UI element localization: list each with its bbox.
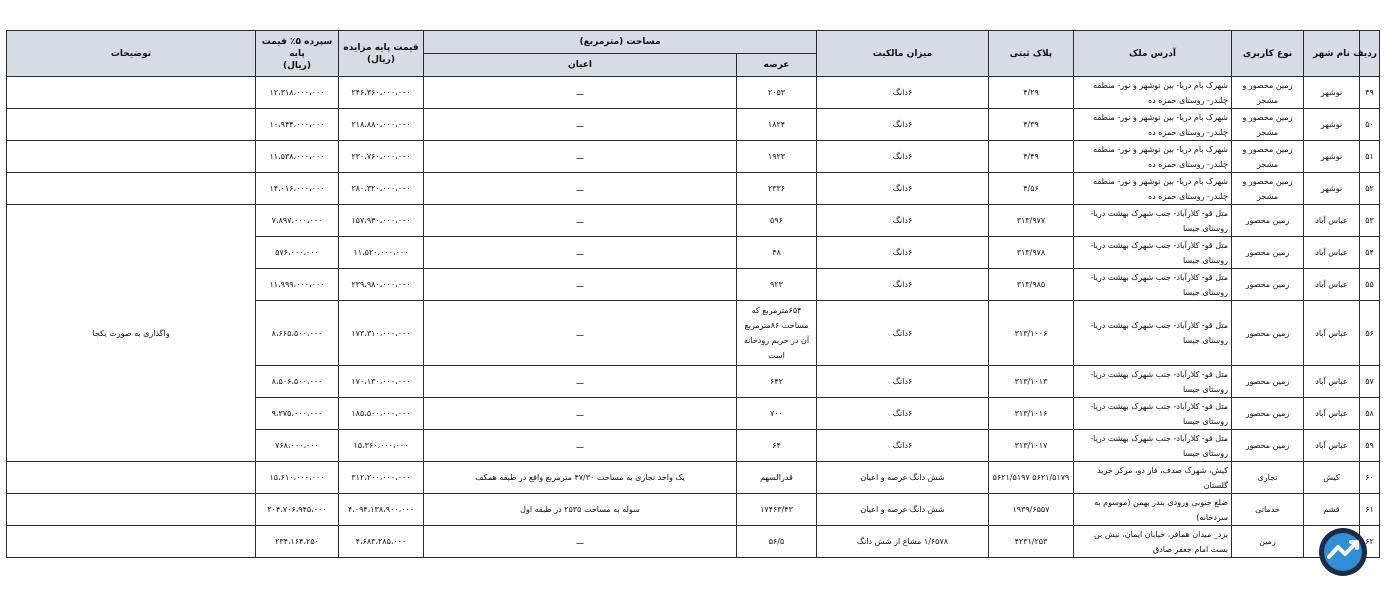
cell-ayan: ـــ	[424, 366, 737, 398]
cell-plaque: ۳۱۳/۱۰۱۶	[989, 398, 1074, 430]
cell-base-price: ۱۵۷،۹۴۰،۰۰۰،۰۰۰	[339, 205, 424, 237]
header-notes: توضیحات	[7, 31, 256, 77]
cell-address: شهرک بام دریا- بین نوشهر و نور- منطقه چلندر- روستای حمزه ده	[1074, 141, 1232, 173]
cell-deposit: ۸،۶۶۵،۵۰۰،۰۰۰	[256, 301, 339, 366]
cell-ayan: ـــ	[424, 398, 737, 430]
cell-ayan: ـــ	[424, 141, 737, 173]
cell-base-price: ۲۴۶،۳۶۰،۰۰۰،۰۰۰	[339, 77, 424, 109]
cell-usage: زمین محصور و مشجر	[1232, 173, 1304, 205]
cell-plaque: ۴/۲۹	[989, 77, 1074, 109]
table-row	[7, 462, 1380, 494]
cell-radif: ۵۵	[1360, 269, 1380, 301]
cell-city: نوشهر	[1304, 109, 1360, 141]
table-row	[7, 526, 1380, 558]
header-plaque: پلاک ثبتی	[989, 31, 1074, 77]
cell-radif: ۵۴	[1360, 237, 1380, 269]
cell-deposit: ۹،۲۷۵،۰۰۰،۰۰۰	[256, 398, 339, 430]
cell-deposit: ۱۵،۶۱۰،۰۰۰،۰۰۰	[256, 462, 339, 494]
cell-usage: خدماتی	[1232, 494, 1304, 526]
cell-address: شهرک بام دریا- بین نوشهر و نور- منطقه چلندر- روستای حمزه ده	[1074, 173, 1232, 205]
cell-deposit: ۱۴،۰۱۶،۰۰۰،۰۰۰	[256, 173, 339, 205]
cell-notes	[7, 462, 256, 494]
cell-deposit: ۲۳۴،۱۶۴،۲۵۰	[256, 526, 339, 558]
cell-radif: ۵۷	[1360, 366, 1380, 398]
cell-radif: ۴۹	[1360, 77, 1380, 109]
auction-document	[6, 30, 1379, 558]
cell-notes	[7, 77, 256, 109]
cell-deposit: ۸،۵۰۶،۵۰۰،۰۰۰	[256, 366, 339, 398]
header-base-price-line1: قیمت پایه مزایده	[343, 42, 419, 53]
cell-usage: زمین محصور و مشجر	[1232, 109, 1304, 141]
cell-arse: ۷۰۰	[737, 398, 817, 430]
cell-ayan: ـــ	[424, 430, 737, 462]
cell-usage: زمین	[1232, 526, 1304, 558]
cell-arse: ۹۲۳	[737, 269, 817, 301]
cell-arse: قدرالسهم	[737, 462, 817, 494]
cell-address: یزد_ میدان همافر، خیابان ایمان، نبش بن بست امام جعفر صادق	[1074, 526, 1232, 558]
header-base-price-line2: (ریال)	[367, 54, 395, 65]
cell-city: عباس آباد	[1304, 398, 1360, 430]
cell-base-price: ۲۱۸،۸۸۰،۰۰۰،۰۰۰	[339, 109, 424, 141]
cell-address: کیش، شهرک صدف، فاز دو، مرکز خرید گلستان	[1074, 462, 1232, 494]
header-ayan: اعیان	[424, 54, 737, 77]
cell-address: شهرک بام دریا- بین نوشهر و نور- منطقه چلندر- روستای حمزه ده	[1074, 109, 1232, 141]
cell-ayan: ـــ	[424, 173, 737, 205]
cell-ayan: ـــ	[424, 77, 737, 109]
cell-address: شهرک بام دریا- بین نوشهر و نور- منطقه چلندر- روستای حمزه ده	[1074, 77, 1232, 109]
header-base-price	[339, 31, 424, 77]
cell-deposit: ۷۶۸،۰۰۰،۰۰۰	[256, 430, 339, 462]
cell-deposit: ۵۷۶،۰۰۰،۰۰۰	[256, 237, 339, 269]
cell-ownership: ۶دانگ	[817, 237, 989, 269]
cell-city: کیش	[1304, 462, 1360, 494]
cell-address: متل قو- کلارآباد- جنب شهرک بهشت دریا- روستای جیسا	[1074, 398, 1232, 430]
cell-plaque: ۳۱۳/۱۰۱۳	[989, 366, 1074, 398]
cell-usage: زمین محصور	[1232, 430, 1304, 462]
cell-city: عباس آباد	[1304, 237, 1360, 269]
header-ownership: میزان مالکیت	[817, 31, 989, 77]
cell-notes	[7, 141, 256, 173]
header-address: آدرس ملک	[1074, 31, 1232, 77]
cell-plaque: ۴/۵۶	[989, 173, 1074, 205]
cell-base-price: ۱۱،۵۲۰،۰۰۰،۰۰۰	[339, 237, 424, 269]
table-row	[7, 494, 1380, 526]
cell-radif: ۵۸	[1360, 398, 1380, 430]
cell-ayan: ـــ	[424, 205, 737, 237]
cell-base-price: ۱۷۰،۱۳۰،۰۰۰،۰۰۰	[339, 366, 424, 398]
header-arse: عرصه	[737, 54, 817, 77]
cell-usage: زمین محصور	[1232, 237, 1304, 269]
cell-usage: زمین محصور	[1232, 205, 1304, 237]
cell-ownership: ۱/۶۵۷۸ مشاع از شش دانگ	[817, 526, 989, 558]
cell-ayan: یک واحد تجاری به مساحت ۴۷/۳۰ مترمربع واقع در طبقه همکف	[424, 462, 737, 494]
header-deposit-line2: (ریال)	[283, 60, 311, 71]
cell-ownership: ۶دانگ	[817, 205, 989, 237]
cell-plaque: ۴۲۳۱/۲۵۳	[989, 526, 1074, 558]
table-row	[7, 141, 1380, 173]
cell-city: عباس آباد	[1304, 301, 1360, 366]
cell-arse: ۱۹۲۳	[737, 141, 817, 173]
cell-plaque: ۴/۳۹	[989, 109, 1074, 141]
cell-base-price: ۲۳۹،۹۸۰،۰۰۰،۰۰۰	[339, 269, 424, 301]
cell-radif: ۶۱	[1360, 494, 1380, 526]
cell-ayan: ـــ	[424, 301, 737, 366]
table-row	[7, 109, 1380, 141]
cell-radif: ۵۰	[1360, 109, 1380, 141]
cell-plaque: ۳۱۳/۱۰۱۷	[989, 430, 1074, 462]
header-deposit	[256, 31, 339, 77]
cell-base-price: ۲۳۰،۷۶۰،۰۰۰،۰۰۰	[339, 141, 424, 173]
cell-deposit: ۱۰،۹۴۴،۰۰۰،۰۰۰	[256, 109, 339, 141]
cell-ayan: سوله به مساحت ۲۵۳۵ در طبقه اول	[424, 494, 737, 526]
cell-radif: ۶۰	[1360, 462, 1380, 494]
cell-city: عباس آباد	[1304, 366, 1360, 398]
cell-arse: ۶۴	[737, 430, 817, 462]
table-row	[7, 205, 1380, 237]
cell-plaque: ۳۱۳/۱۰۰۶	[989, 301, 1074, 366]
cell-deposit: ۲۰۴،۷۰۶،۹۴۵،۰۰۰	[256, 494, 339, 526]
cell-address: متل قو- کلارآباد- جنب شهرک بهشت دریا- روستای جیسا	[1074, 366, 1232, 398]
cell-base-price: ۳۱۲،۲۰۰،۰۰۰،۰۰۰	[339, 462, 424, 494]
cell-notes-merged: واگذاری به صورت یکجا	[7, 205, 256, 462]
cell-usage: تجاری	[1232, 462, 1304, 494]
cell-ayan: ـــ	[424, 269, 737, 301]
cell-address: متل قو- کلارآباد- جنب شهرک بهشت دریا- روستای جیسا	[1074, 430, 1232, 462]
cell-address: متل قو- کلارآباد- جنب شهرک بهشت دریا- روستای جیسا	[1074, 269, 1232, 301]
cell-radif: ۵۳	[1360, 205, 1380, 237]
cell-base-price: ۱۸۵،۵۰۰،۰۰۰،۰۰۰	[339, 398, 424, 430]
cell-radif: ۵۹	[1360, 430, 1380, 462]
cell-city: قشم	[1304, 494, 1360, 526]
cell-ownership: ۶دانگ	[817, 430, 989, 462]
cell-arse: ۱۸۲۴	[737, 109, 817, 141]
cell-usage: زمین محصور	[1232, 398, 1304, 430]
cell-base-price: ۱۵،۳۶۰،۰۰۰،۰۰۰	[339, 430, 424, 462]
cell-deposit: ۱۲،۳۱۸،۰۰۰،۰۰۰	[256, 77, 339, 109]
cell-ownership: ۶دانگ	[817, 366, 989, 398]
cell-plaque: ۳۱۳/۹۸۵	[989, 269, 1074, 301]
cell-city: عباس آباد	[1304, 430, 1360, 462]
table-body	[7, 77, 1380, 558]
cell-base-price: ۴،۰۹۴،۱۳۸،۹۰۰،۰۰۰	[339, 494, 424, 526]
cell-base-price: ۱۷۳،۳۱۰،۰۰۰،۰۰۰	[339, 301, 424, 366]
cell-address: ضلع جنوبی ورودی بندر بهمن (موسوم به سردخانه)	[1074, 494, 1232, 526]
cell-ownership: ۶دانگ	[817, 398, 989, 430]
cell-arse: ۶۴۲	[737, 366, 817, 398]
cell-deposit: ۱۱،۹۹۹،۰۰۰،۰۰۰	[256, 269, 339, 301]
cell-radif: ۵۶	[1360, 301, 1380, 366]
cell-ownership: شش دانگ عرصه و اعیان	[817, 462, 989, 494]
cell-plaque: ۴/۴۹	[989, 141, 1074, 173]
cell-plaque: ۳۱۳/۹۷۸	[989, 237, 1074, 269]
cell-usage: زمین محصور و مشجر	[1232, 141, 1304, 173]
header-radif: ردیف	[1360, 31, 1380, 77]
cell-ownership: ۶دانگ	[817, 301, 989, 366]
cell-address: متل قو- کلارآباد- جنب شهرک بهشت دریا- روستای جیسا	[1074, 205, 1232, 237]
cell-address: متل قو- کلارآباد- جنب شهرک بهشت دریا- روستای جیسا	[1074, 301, 1232, 366]
cell-radif: ۵۲	[1360, 173, 1380, 205]
header-row-1	[7, 31, 1380, 54]
cell-arse: ۲۰۵۳	[737, 77, 817, 109]
cell-city: عباس آباد	[1304, 205, 1360, 237]
cell-arse: ۵۹۶	[737, 205, 817, 237]
cell-notes	[7, 109, 256, 141]
cell-arse: ۱۷۴۶۳/۴۳	[737, 494, 817, 526]
cell-usage: زمین محصور و مشجر	[1232, 77, 1304, 109]
table-row	[7, 77, 1380, 109]
cell-radif: ۵۱	[1360, 141, 1380, 173]
cell-arse: ۵۶/۵	[737, 526, 817, 558]
header-usage: نوع کاربری	[1232, 31, 1304, 77]
cell-address: متل قو- کلارآباد- جنب شهرک بهشت دریا- روستای جیسا	[1074, 237, 1232, 269]
table-row	[7, 173, 1380, 205]
cell-city: نوشهر	[1304, 77, 1360, 109]
cell-plaque: ۵۶۲۱/۵۱۷۹ ۵۶۲۱/۵۱۹۷	[989, 462, 1074, 494]
brand-logo-icon	[1318, 527, 1368, 577]
cell-ownership: ۶دانگ	[817, 269, 989, 301]
header-deposit-line1: سپرده ۵٪ قیمت پایه	[261, 36, 333, 59]
cell-plaque: ۳۱۳/۹۷۷	[989, 205, 1074, 237]
cell-city: عباس آباد	[1304, 269, 1360, 301]
cell-city: نوشهر	[1304, 173, 1360, 205]
cell-base-price: ۴،۶۸۳،۲۸۵،۰۰۰	[339, 526, 424, 558]
cell-arse: ۲۳۳۶	[737, 173, 817, 205]
cell-plaque: ۱۹۳۹/۶۵۵۷	[989, 494, 1074, 526]
cell-ayan: ـــ	[424, 109, 737, 141]
cell-radif: ۶۲	[1360, 526, 1380, 558]
cell-city: نوشهر	[1304, 141, 1360, 173]
cell-ownership: شش دانگ عرصه و اعیان	[817, 494, 989, 526]
cell-usage: زمین محصور	[1232, 366, 1304, 398]
cell-ownership: ۶دانگ	[817, 77, 989, 109]
header-city: نام شهر	[1304, 31, 1360, 77]
cell-ownership: ۶دانگ	[817, 109, 989, 141]
cell-arse: ۴۸	[737, 237, 817, 269]
cell-notes	[7, 494, 256, 526]
cell-notes	[7, 173, 256, 205]
cell-ownership: ۶دانگ	[817, 141, 989, 173]
property-auction-table	[6, 30, 1380, 558]
cell-ayan: ـــ	[424, 526, 737, 558]
cell-ayan: ـــ	[424, 237, 737, 269]
cell-base-price: ۲۸۰،۳۲۰،۰۰۰،۰۰۰	[339, 173, 424, 205]
cell-deposit: ۱۱،۵۳۸،۰۰۰،۰۰۰	[256, 141, 339, 173]
header-area-group: مساحت (مترمربع)	[424, 31, 817, 54]
cell-deposit: ۷،۸۹۷،۰۰۰،۰۰۰	[256, 205, 339, 237]
cell-arse: ۶۵۴مترمربع که مساحت ۸۶مترمربع آن در حریم رودخانه است	[737, 301, 817, 366]
cell-notes	[7, 526, 256, 558]
cell-usage: زمین محصور	[1232, 269, 1304, 301]
cell-usage: زمین محصور	[1232, 301, 1304, 366]
cell-ownership: ۶دانگ	[817, 173, 989, 205]
